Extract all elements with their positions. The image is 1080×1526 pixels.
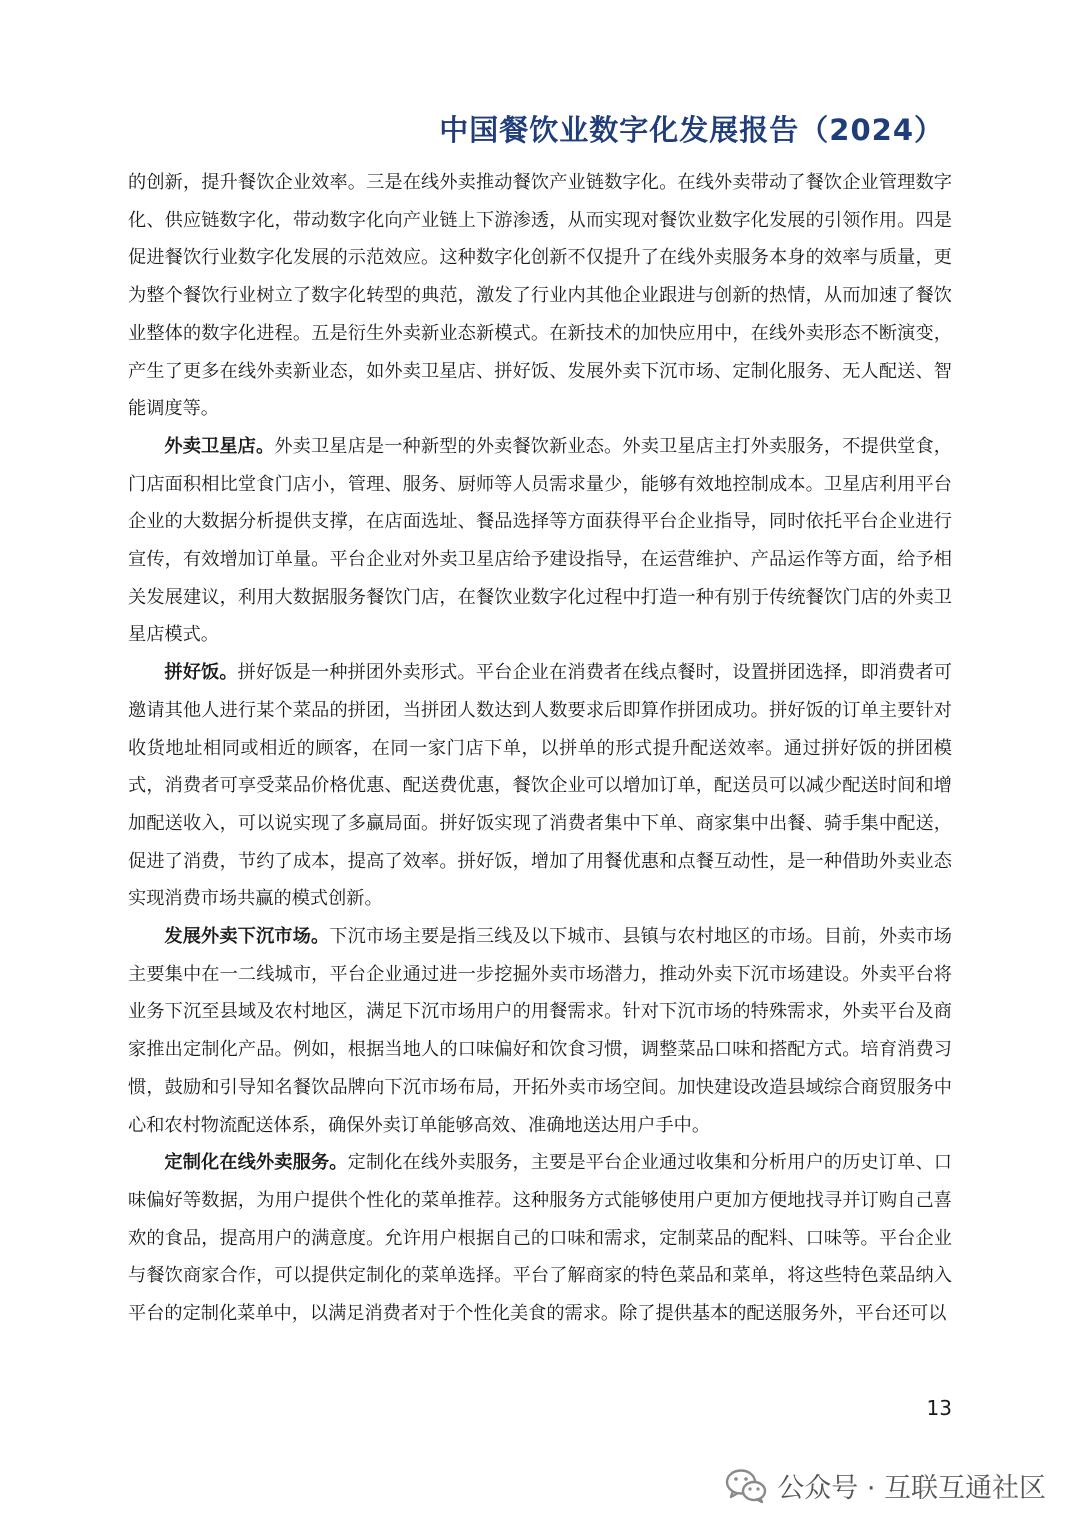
- watermark: [725, 1466, 1046, 1505]
- paragraph-heading: 外卖卫星店。: [164, 435, 275, 457]
- paragraph-heading: 定制化在线外卖服务。: [164, 1152, 348, 1174]
- body-text: [128, 164, 952, 1333]
- paragraph: [128, 654, 952, 918]
- paragraph-heading: 发展外卖下沉市场。: [164, 926, 330, 948]
- watermark-text: 公众号 · 互联互通社区: [777, 1473, 1046, 1504]
- paragraph: [128, 1144, 952, 1333]
- wechat-icon: [725, 1468, 767, 1504]
- paragraph-text: 外卖卫星店是一种新型的外卖餐饮新业态。外卖卫星店主打外卖服务，不提供堂食，门店面积相比堂食门店小，管理、服务、厨师等人员需求量少，能够有效地控制成本。卫星店利用平台企业的大数据分析提供支撑，在店面选址、餐品选择等方面获得平台企业指导，同时依托平台企业进行宣传，有效增加订单量。平台企业对外卖卫星店给予建设指导，在运营维护、产品运作等方面，给予相关发展建议，利用大数据服务餐饮门店，在餐饮业数字化过程中打造一种有别于传统餐饮门店的外卖卫星店模式。: [128, 435, 952, 646]
- paragraph-text: 拼好饭是一种拼团外卖形式。平台企业在消费者在线点餐时，设置拼团选择，即消费者可邀请其他人进行某个菜品的拼团，当拼团人数达到人数要求后即算作拼团成功。拼好饭的订单主要针对收货地址相同或相近的顾客，在同一家门店下单，以拼单的形式提升配送效率。通过拼好饭的拼团模式，消费者可享受菜品价格优惠、配送费优惠，餐饮企业可以增加订单，配送员可以减少配送时间和增加配送收入，可以说实现了多赢局面。拼好饭实现了消费者集中下单、商家集中出餐、骑手集中配送，促进了消费，节约了成本，提高了效率。拼好饭，增加了用餐优惠和点餐互动性，是一种借助外卖业态实现消费市场共赢的模式创新。: [128, 662, 952, 910]
- paragraph-text: 的创新，提升餐饮企业效率。三是在线外卖推动餐饮产业链数字化。在线外卖带动了餐饮企业管理数字化、供应链数字化，带动数字化向产业链上下游渗透，从而实现对餐饮业数字化发展的引领作用。四是促进餐饮行业数字化发展的示范效应。这种数字化创新不仅提升了在线外卖服务本身的效率与质量，更为整个餐饮行业树立了数字化转型的典范，激发了行业内其他企业跟进与创新的热情，从而加速了餐饮业整体的数字化进程。五是衍生外卖新业态新模式。在新技术的加快应用中，在线外卖形态不断演变，产生了更多在线外卖新业态，如外卖卫星店、拼好饭、发展外卖下沉市场、定制化服务、无人配送、智能调度等。: [128, 172, 952, 420]
- paragraph-text: 定制化在线外卖服务，主要是平台企业通过收集和分析用户的历史订单、口味偏好等数据，为用户提供个性化的菜单推荐。这种服务方式能够使用户更加方便地找寻并订购自己喜欢的食品，提高用户的满意度。允许用户根据自己的口味和需求，定制菜品的配料、口味等。平台企业与餐饮商家合作，可以提供定制化的菜单选择。平台了解商家的特色菜品和菜单，将这些特色菜品纳入平台的定制化菜单中，以满足消费者对于个性化美食的需求。除了提供基本的配送服务外，平台还可以: [128, 1152, 952, 1325]
- page-number: 13: [926, 1396, 952, 1420]
- paragraph: [128, 428, 952, 654]
- paragraph-text: 下沉市场主要是指三线及以下城市、县镇与农村地区的市场。目前，外卖市场主要集中在一二线城市，平台企业通过进一步挖掘外卖市场潜力，推动外卖下沉市场建设。外卖平台将业务下沉至县域及农村地区，满足下沉市场用户的用餐需求。针对下沉市场的特殊需求，外卖平台及商家推出定制化产品。例如，根据当地人的口味偏好和饮食习惯，调整菜品口味和搭配方式。培育消费习惯，鼓励和引导知名餐饮品牌向下沉市场布局，开拓外卖市场空间。加快建设改造县域综合商贸服务中心和农村物流配送体系，确保外卖订单能够高效、准确地送达用户手中。: [128, 926, 952, 1136]
- paragraph-heading: 拼好饭。: [164, 662, 238, 684]
- paragraph: [128, 918, 952, 1144]
- report-title: 中国餐饮业数字化发展报告（2024）: [439, 113, 944, 147]
- paragraph: [128, 164, 952, 428]
